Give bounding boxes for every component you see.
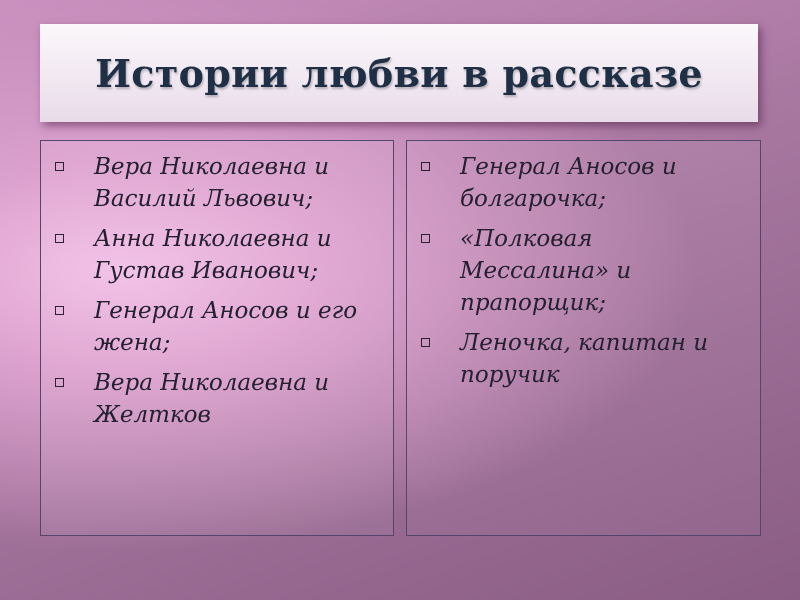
list-item-text: Вера Николаевна и Желтков: [94, 370, 330, 428]
hollow-square-bullet-icon: [421, 234, 430, 243]
list-item: [421, 223, 752, 319]
hollow-square-bullet-icon: [421, 162, 430, 171]
list-item-text: «Полковая Мессалина» и прапорщик;: [460, 226, 632, 316]
right-list: [421, 151, 752, 391]
hollow-square-bullet-icon: [55, 378, 64, 387]
hollow-square-bullet-icon: [55, 306, 64, 315]
list-item-text: Генерал Аносов и болгарочка;: [460, 154, 677, 212]
list-item: [55, 295, 385, 359]
title-box: [40, 24, 758, 122]
list-item-text: Анна Николаевна и Густав Иванович;: [94, 226, 332, 284]
list-item: [55, 151, 385, 215]
slide-title: Истории любви в рассказе: [95, 50, 703, 96]
list-item: [421, 327, 752, 391]
hollow-square-bullet-icon: [421, 338, 430, 347]
hollow-square-bullet-icon: [55, 234, 64, 243]
list-item-text: Леночка, капитан и поручик: [460, 330, 709, 388]
list-item: [55, 223, 385, 287]
list-item: [421, 151, 752, 215]
list-item-text: Генерал Аносов и его жена;: [94, 298, 358, 356]
left-list: [55, 151, 385, 431]
list-item: [55, 367, 385, 431]
hollow-square-bullet-icon: [55, 162, 64, 171]
right-column: [406, 140, 761, 536]
list-item-text: Вера Николаевна и Василий Львович;: [94, 154, 330, 212]
left-column: [40, 140, 394, 536]
